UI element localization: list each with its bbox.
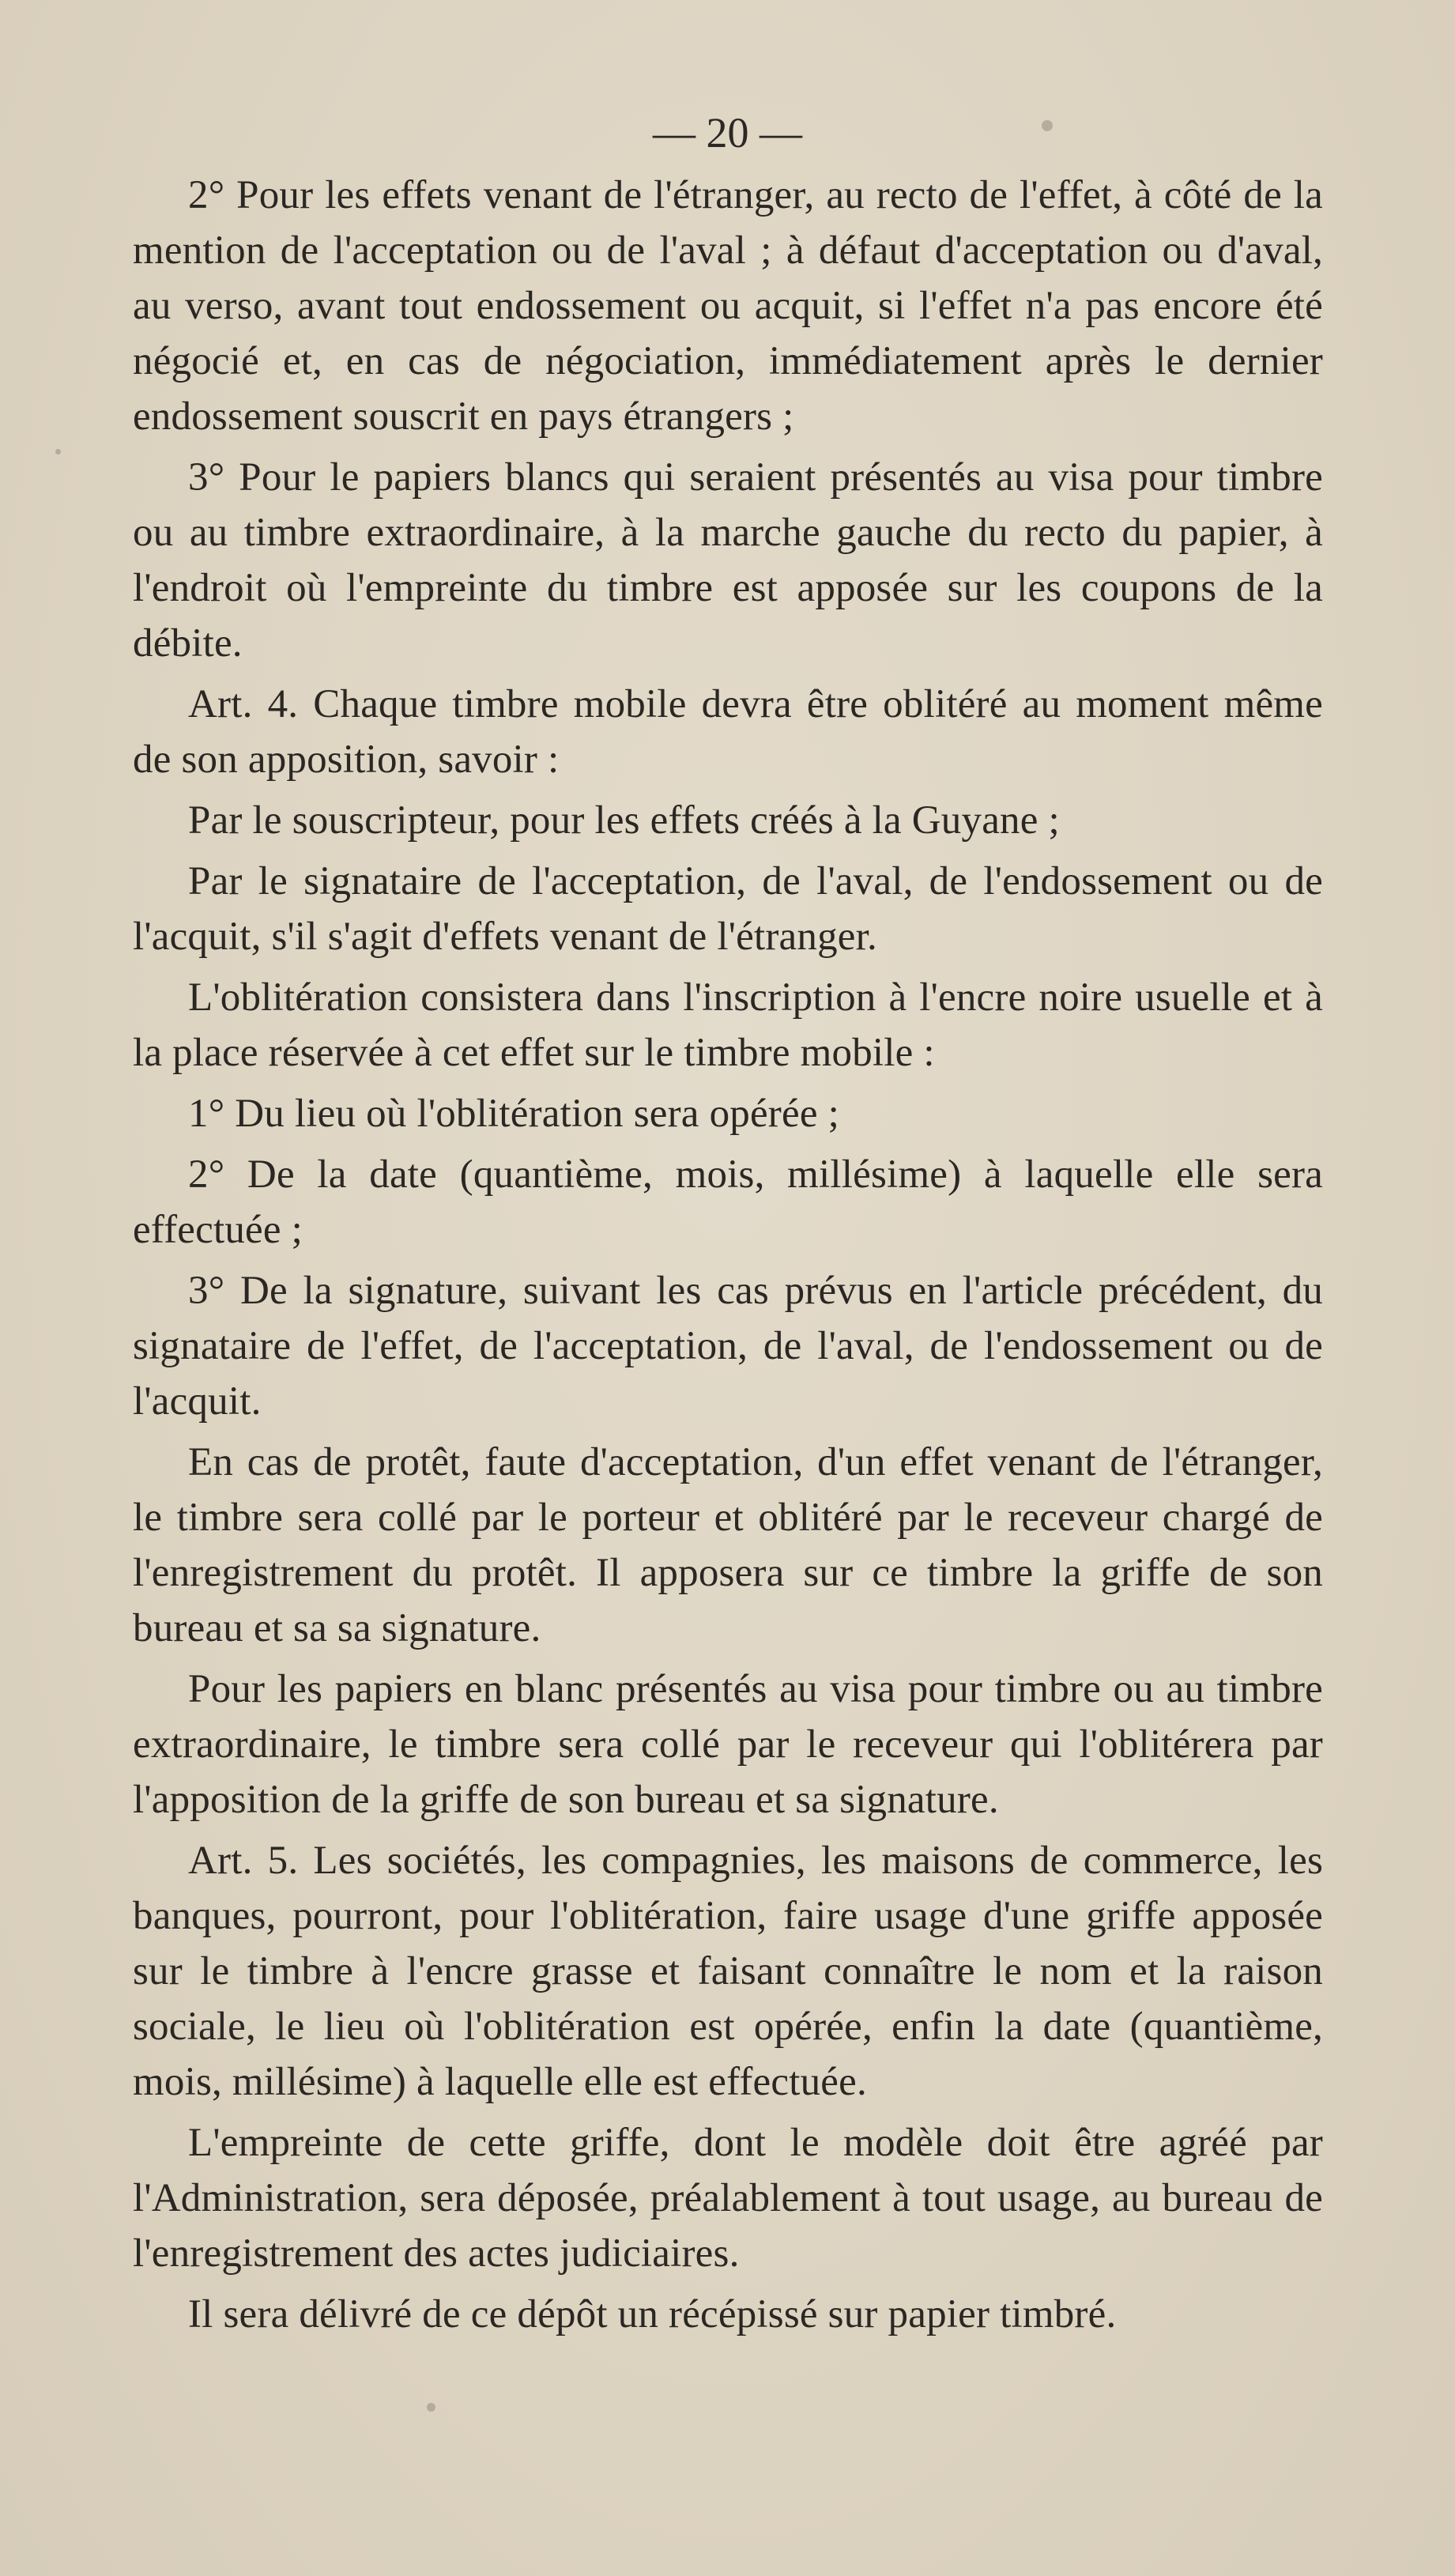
paragraph-13: L'empreinte de cette griffe, dont le modèle doit être agréé par l'Administration, sera déposée, préalablement à tout usage, au bureau de l'enregistrement des actes judiciaires. [133,2121,1323,2276]
paragraph-7: 1° Du lieu où l'oblitération sera opérée ; [188,1092,839,1136]
paragraph-1: 2° Pour les effets venant de l'étranger, au recto de l'effet, à côté de la mention de l'acceptation ou de l'aval ; à défaut d'acceptation ou d'aval, au verso, avant tout endossement ou acquit, si l'effet n'a pas encore été négocié et, en cas de négociation, immédiatement après le dernier endossement souscrit en pays étrangers ; [133,173,1323,439]
body-text [133,168,1323,2348]
paragraph-2: 3° Pour le papiers blancs qui seraient présentés au visa pour timbre ou au timbre extraordinaire, à la marche gauche du recto du papier, à l'endroit où l'empreinte du timbre est apposée sur les coupons de la débite. [133,455,1323,666]
paper-speck [55,449,61,454]
paper-speck [1042,120,1053,131]
paragraph-11: Pour les papiers en blanc présentés au visa pour timbre ou au timbre extraordinaire, le timbre sera collé par le receveur qui l'oblitérera par l'apposition de la griffe de son bureau et sa signature. [133,1667,1323,1822]
paragraph-4: Par le souscripteur, pour les effets créés à la Guyane ; [188,798,1060,843]
paragraph-10: En cas de protêt, faute d'acceptation, d'un effet venant de l'étranger, le timbre sera collé par le porteur et oblitéré par le receveur chargé de l'enregistrement du protêt. Il apposera sur ce timbre la griffe de son bureau et sa sa signature. [133,1440,1323,1650]
paragraph-6: L'oblitération consistera dans l'inscription à l'encre noire usuelle et à la place réservée à cet effet sur le timbre mobile : [133,975,1323,1075]
paragraph-12: Art. 5. Les sociétés, les compagnies, les maisons de commerce, les banques, pourront, pour l'oblitération, faire usage d'une griffe apposée sur le timbre à l'encre grasse et faisant connaître le nom et la raison sociale, le lieu où l'oblitération est opérée, enfin la date (quantième, mois, millésime) à laquelle elle est effectuée. [133,1839,1323,2104]
paragraph-5: Par le signataire de l'acceptation, de l'aval, de l'endossement ou de l'acquit, s'il s'agit d'effets venant de l'étranger. [133,859,1323,959]
page-number: — 20 — [653,109,802,157]
paper-speck [427,2403,435,2412]
paragraph-14: Il sera délivré de ce dépôt un récépissé sur papier timbré. [188,2292,1117,2337]
paragraph-8: 2° De la date (quantième, mois, millésime) à laquelle elle sera effectuée ; [133,1152,1323,1252]
paragraph-9: 3° De la signature, suivant les cas prévus en l'article précédent, du signataire de l'effet, de l'acceptation, de l'aval, de l'endossement ou de l'acquit. [133,1269,1323,1424]
paragraph-3: Art. 4. Chaque timbre mobile devra être oblitéré au moment même de son apposition, savoir : [133,682,1323,782]
